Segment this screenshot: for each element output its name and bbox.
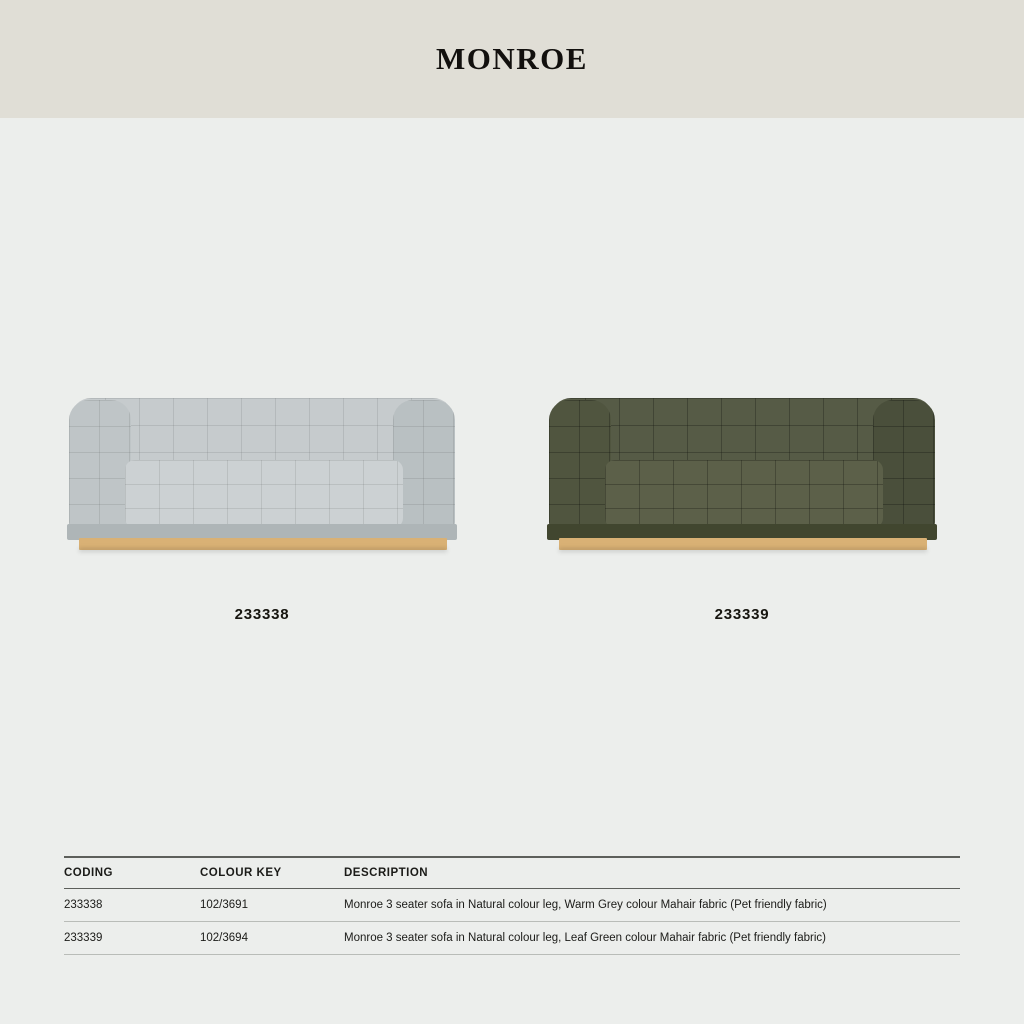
table-row — [64, 922, 960, 954]
cell-coding: 233338 — [64, 899, 103, 911]
sofa-illustration — [551, 398, 933, 550]
sofa-illustration — [71, 398, 453, 550]
tufting-grid-icon — [605, 460, 883, 528]
product-gallery — [0, 118, 1024, 678]
tufting-grid-icon — [69, 400, 131, 530]
brand-title: MONROE — [436, 41, 588, 76]
tufting-grid-icon — [125, 460, 403, 528]
column-header-colour-key: COLOUR KEY — [200, 866, 282, 879]
table-bottom-rule — [64, 954, 960, 955]
drop-shadow — [559, 548, 927, 552]
cell-coding: 233339 — [64, 932, 103, 944]
drop-shadow — [79, 548, 447, 552]
product-card-grey — [32, 118, 492, 678]
column-header-description: DESCRIPTION — [344, 866, 429, 879]
sofa-seat — [605, 460, 883, 528]
table-row — [64, 889, 960, 921]
cell-description: Monroe 3 seater sofa in Natural colour leg, Warm Grey colour Mahair fabric (Pet friendly fabric) — [344, 899, 827, 911]
product-card-green — [512, 118, 972, 678]
sofa-arm-left — [549, 400, 611, 530]
sofa-image-green — [512, 398, 972, 578]
product-code-label: 233338 — [234, 606, 290, 623]
column-header-coding: CODING — [64, 866, 113, 879]
spec-table — [64, 856, 960, 955]
sofa-seat — [125, 460, 403, 528]
sofa-image-grey — [32, 398, 492, 578]
cell-colour-key: 102/3691 — [200, 899, 248, 911]
tufting-grid-icon — [549, 400, 611, 530]
product-code-label: 233339 — [714, 606, 770, 623]
sofa-arm-left — [69, 400, 131, 530]
table-header-row — [64, 858, 960, 888]
cell-description: Monroe 3 seater sofa in Natural colour leg, Leaf Green colour Mahair fabric (Pet friendly fabric) — [344, 932, 826, 944]
cell-colour-key: 102/3694 — [200, 932, 248, 944]
header-banner — [0, 0, 1024, 118]
